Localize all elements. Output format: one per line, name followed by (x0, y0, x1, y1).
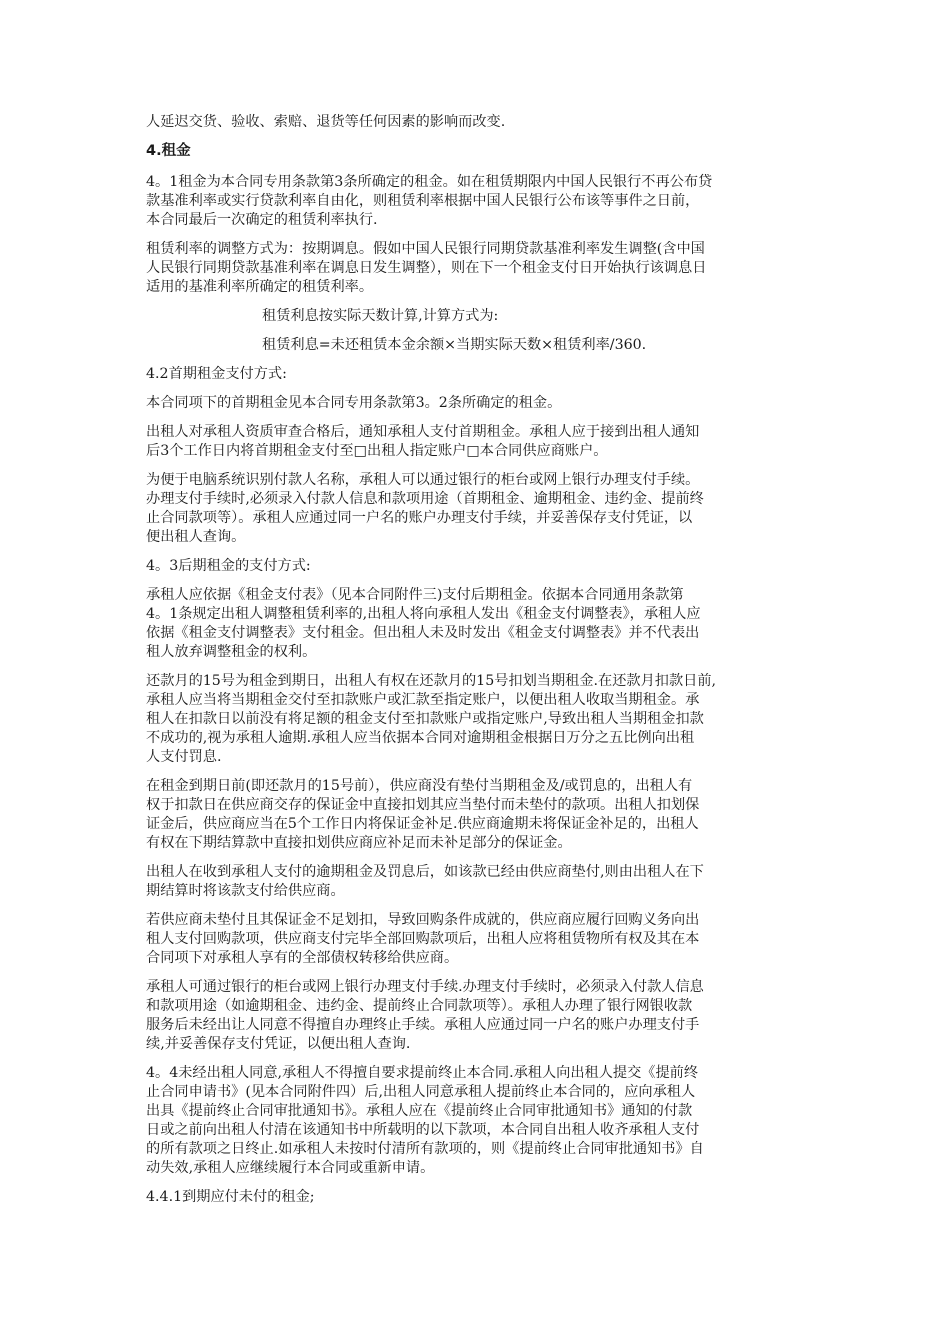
text-line: 服务后未经出让人同意不得擅自办理终止手续。承租人应通过同一户名的账户办理支付手 (146, 1017, 700, 1033)
paragraph-later-rent (146, 586, 806, 662)
text-line: 续,并妥善保存支付凭证，以便出租人查询. (146, 1036, 411, 1052)
paragraph-deposit-deduction (146, 777, 806, 853)
text-line: 有权在下期结算款中直接扣划供应商应补足而未补足部分的保证金。 (146, 835, 572, 851)
text-line: 适用的基准利率所确定的租赁利率。 (146, 279, 374, 295)
text-line: 证金后，供应商应当在5个工作日内将保证金补足.供应商逾期未将保证金补足的，出租人 (146, 816, 699, 832)
text-line: 人支付罚息. (146, 749, 222, 765)
section-heading: 4.租金 (146, 143, 191, 159)
text-line: 租人在扣款日以前没有将足额的租金支付至扣款账户或指定账户,导致出租人当期租金扣款 (146, 711, 704, 727)
text-line: 止合同款项等）。承租人应通过同一户名的账户办理支付手续，并妥善保存支付凭证，以 (146, 510, 693, 526)
text-line: 4。1条规定出租人调整租赁利率的,出租人将向承租人发出《租金支付调整表》，承租人应 (146, 606, 701, 622)
paragraph-first-rent-notice (146, 423, 806, 461)
paragraph-first-rent (146, 394, 806, 413)
paragraph-4-2-title (146, 365, 806, 384)
text-line: 动失效,承租人应继续履行本合同或重新申请。 (146, 1160, 435, 1176)
text-line: 便出租人查询。 (146, 529, 246, 545)
paragraph-due-date (146, 672, 806, 767)
text-line: 4.2首期租金支付方式: (146, 366, 287, 382)
text-line: 租赁利息按实际天数计算,计算方式为: (262, 308, 499, 324)
paragraph-repurchase (146, 911, 806, 968)
text-line: 4。4未经出租人同意,承租人不得擅自要求提前终止本合同.承租人向出租人提交《提前终 (146, 1065, 699, 1081)
text-line: 权于扣款日在供应商交存的保证金中直接扣划其应当垫付而未垫付的款项。出租人扣划保 (146, 797, 700, 813)
text-line: 本合同项下的首期租金见本合同专用条款第3。2条所确定的租金。 (146, 395, 562, 411)
text-line: 出具《提前终止合同审批通知书》。承租人应在《提前终止合同审批通知书》通知的付款 (146, 1103, 693, 1119)
document-body (146, 113, 806, 1217)
paragraph-continuation (146, 113, 806, 132)
paragraph-4-3-title (146, 557, 806, 576)
paragraph-interest-method (146, 307, 806, 326)
text-line: 为便于电脑系统识别付款人名称，承租人可以通过银行的柜台或网上银行办理支付手续。 (146, 472, 700, 488)
text-line: 承租人应当将当期租金交付至扣款账户或汇款至指定账户，以便出租人收取当期租金。承 (146, 692, 700, 708)
text-line: 4。1租金为本合同专用条款第3条所确定的租金。如在租赁期限内中国人民银行不再公布贷 (146, 174, 713, 190)
text-line: 出租人对承租人资质审查合格后，通知承租人支付首期租金。承租人应于接到出租人通知 (146, 424, 700, 440)
text-line: 还款月的15号为租金到期日，出租人有权在还款月的15号扣划当期租金.在还款月扣款日前, (146, 673, 717, 689)
paragraph-4-4-1 (146, 1188, 806, 1207)
text-line: 后3个工作日内将首期租金支付至□出租人指定账户□本合同供应商账户。 (146, 443, 608, 459)
text-line: 和款项用途（如逾期租金、违约金、提前终止合同款项等）。承租人办理了银行网银收款 (146, 998, 693, 1014)
text-line: 租人支付回购款项，供应商支付完毕全部回购款项后，出租人应将租赁物所有权及其在本 (146, 931, 700, 947)
text-line: 不成功的,视为承租人逾期.承租人应当依据本合同对逾期租金根据日万分之五比例向出租 (146, 730, 695, 746)
text-line: 租赁利息=未还租赁本金余额×当期实际天数×租赁利率/360. (262, 337, 647, 353)
text-line: 款基准利率或实行贷款利率自由化，则租赁利率根据中国人民银行公布该等事件之日前， (146, 193, 700, 209)
text-line: 人民银行同期贷款基准利率在调息日发生调整），则在下一个租金支付日开始执行该调息日 (146, 260, 707, 276)
text-line: 若供应商未垫付且其保证金不足划扣，导致回购条件成就的，供应商应履行回购义务向出 (146, 912, 700, 928)
text-line: 承租人可通过银行的柜台或网上银行办理支付手续.办理支付手续时，必须录入付款人信息 (146, 979, 704, 995)
paragraph-payment-procedure (146, 471, 806, 547)
text-line: 人延迟交货、验收、索赔、退货等任何因素的影响而改变. (146, 114, 506, 130)
paragraph-bank-procedure (146, 978, 806, 1054)
text-line: 出租人在收到承租人支付的逾期租金及罚息后，如该款已经由供应商垫付,则由出租人在下 (146, 864, 704, 880)
text-line: 租人放弃调整租金的权利。 (146, 644, 317, 660)
text-line: 止合同申请书》(见本合同附件四）后,出租人同意承租人提前终止本合同的，应向承租人 (146, 1084, 696, 1100)
text-line: 合同项下对承租人享有的全部债权转移给供应商。 (146, 950, 459, 966)
text-line: 依据《租金支付调整表》支付租金。但出租人未及时发出《租金支付调整表》并不代表出 (146, 625, 700, 641)
text-line: 办理支付手续时,必须录入付款人信息和款项用途（首期租金、逾期租金、违约金、提前终 (146, 491, 704, 507)
paragraph-4-1 (146, 173, 806, 230)
text-line: 4。3后期租金的支付方式: (146, 558, 311, 574)
paragraph-overdue-settlement (146, 863, 806, 901)
paragraph-4-4-early-termination (146, 1064, 806, 1178)
text-line: 4.4.1到期应付未付的租金; (146, 1189, 315, 1205)
text-line: 的所有款项之日终止.如承租人未按时付清所有款项的，则《提前终止合同审批通知书》自 (146, 1141, 704, 1157)
text-line: 本合同最后一次确定的租赁利率执行. (146, 212, 378, 228)
text-line: 承租人应依据《租金支付表》（见本合同附件三)支付后期租金。依据本合同通用条款第 (146, 587, 684, 603)
text-line: 租赁利率的调整方式为：按期调息。假如中国人民银行同期贷款基准利率发生调整(含中国 (146, 241, 705, 257)
paragraph-interest-formula (146, 336, 806, 355)
text-line: 在租金到期日前(即还款月的15号前），供应商没有垫付当期租金及/或罚息的，出租人有 (146, 778, 693, 794)
paragraph-rate-adjustment (146, 240, 806, 297)
text-line: 期结算时将该款支付给供应商。 (146, 883, 345, 899)
text-line: 日或之前向出租人付清在该通知书中所载明的以下款项，本合同自出租人收齐承租人支付 (146, 1122, 700, 1138)
